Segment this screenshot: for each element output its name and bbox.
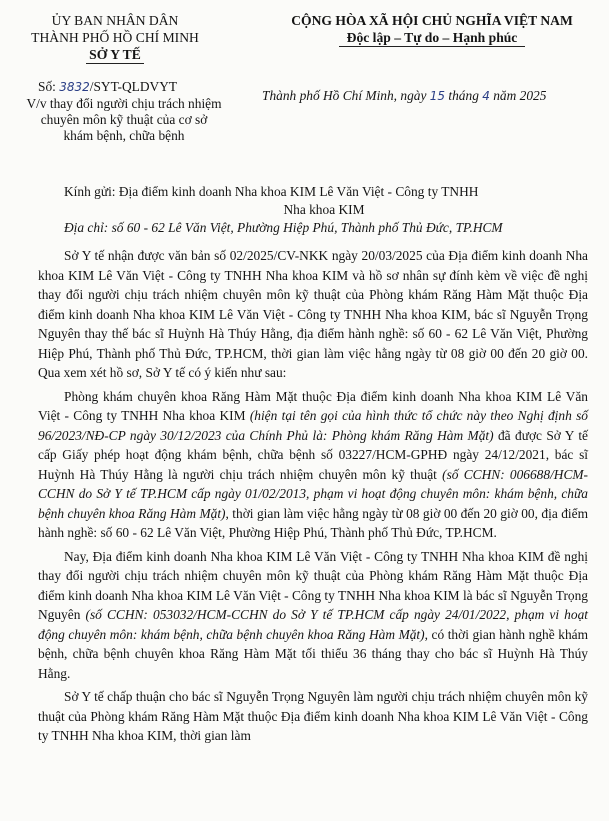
date-part-1: Thành phố Hồ Chí Minh, ngày [262, 88, 430, 103]
document-subject: V/v thay đổi người chịu trách nhiệm chuyên môn kỹ thuật của cơ sở khám bệnh, chữa bệnh [26, 96, 222, 143]
document-number-suffix: /SYT-QLDVYT [89, 79, 178, 94]
handwritten-month: 4 [482, 89, 490, 103]
paragraph-3 [38, 547, 588, 684]
place-and-date [262, 88, 606, 104]
addressee-address: Địa chỉ: số 60 - 62 Lê Văn Việt, Phường Hiệp Phú, Thành phố Thủ Đức, TP.HCM [64, 220, 503, 235]
paragraph-2-part-e: , thời gian làm việc hằng ngày từ 08 giờ 00 đến 20 giờ 00, địa điểm hành nghề: số 60 - 62 Lê Văn Việt, Phường Hiệp Phú, Thành phố Thủ Đức, TP.HCM. [38, 505, 588, 540]
agency-line-1: ỦY BAN NHÂN DÂN [51, 13, 179, 28]
handwritten-day: 15 [429, 89, 446, 103]
agency-line-2: THÀNH PHỐ HỒ CHÍ MINH [31, 30, 199, 45]
date-part-3: năm 2025 [489, 88, 547, 103]
paragraph-2 [38, 387, 588, 543]
national-motto: Độc lập – Tự do – Hạnh phúc [346, 30, 518, 45]
paragraph-2-part-a: Phòng khám chuyên khoa Răng Hàm Mặt thuộc Địa điểm kinh doanh Nha khoa KIM Lê Văn Việt - Công ty TNHH Nha khoa KIM [38, 388, 588, 423]
paragraph-2-part-d: (số CCHN: 006688/HCM-CCHN do Sở Y tế TP.HCM cấp ngày 01/02/2013, phạm vi hoạt động chuyên môn: khám bệnh, chữa bệnh chuyên khoa Răng Hàm Mặt) [38, 466, 588, 521]
document-number [38, 79, 177, 95]
document-body [38, 246, 588, 750]
addressee-block [64, 183, 584, 237]
paragraph-3-part-b: (số CCHN: 053032/HCM-CCHN do Sở Y tế TP.HCM cấp ngày 24/01/2022, phạm vi hoạt động chuyên môn: khám bệnh, chữa bệnh chuyên khoa Răng Hàm Mặt) [38, 607, 588, 642]
national-title: CỘNG HÒA XÃ HỘI CHỦ NGHĨA VIỆT NAM [291, 13, 573, 28]
national-motto-header [258, 12, 606, 47]
agency-line-3: SỞ Y TẾ [89, 47, 141, 62]
date-part-2: tháng [445, 88, 483, 103]
paragraph-3-part-c: , có thời gian hành nghề khám bệnh, chữa bệnh chuyên khoa Răng Hàm Mặt tối thiểu 36 tháng thay cho bác sĩ Huỳnh Hà Thúy Hằng. [38, 626, 589, 681]
document-number-prefix: Số: [38, 79, 60, 94]
paragraph-2-part-c: đã được Sở Y tế cấp Giấy phép hoạt động khám bệnh, chữa bệnh số 03227/HCM-GPHĐ ngày 24/12/2021, bác sĩ Huỳnh Hà Thúy Hằng là người chịu trách nhiệm chuyên môn kỹ thuật [38, 427, 588, 482]
addressee-line-1: Kính gửi: Địa điểm kinh doanh Nha khoa KIM Lê Văn Việt - Công ty TNHH [64, 184, 479, 199]
issuing-agency-header [6, 12, 224, 64]
handwritten-document-number: 3832 [59, 80, 90, 94]
addressee-line-2: Nha khoa KIM [283, 202, 365, 217]
agency-underline [86, 63, 144, 64]
motto-underline [339, 46, 525, 47]
paragraph-4: Sở Y tế chấp thuận cho bác sĩ Nguyễn Trọng Nguyên làm người chịu trách nhiệm chuyên môn kỹ thuật của Phòng khám Răng Hàm Mặt thuộc Địa điểm kinh doanh Nha khoa KIM Lê Văn Việt - Công ty TNHH Nha khoa KIM, thời gian làm [38, 689, 588, 743]
paragraph-1: Sở Y tế nhận được văn bản số 02/2025/CV-NKK ngày 20/03/2025 của Địa điểm kinh doanh Nha khoa KIM Lê Văn Việt - Công ty TNHH Nha khoa KIM và hồ sơ nhân sự đính kèm về việc đề nghị thay đổi người chịu trách nhiệm chuyên môn kỹ thuật của Phòng khám Răng Hàm Mặt thuộc Địa điểm kinh doanh Nha khoa KIM Lê Văn Việt - Công ty TNHH Nha khoa KIM, bác sĩ Nguyễn Trọng Nguyên thay thế bác sĩ Huỳnh Hà Thúy Hằng, địa điểm hành nghề: số 60 - 62 Lê Văn Việt, Phường Hiệp Phú, Thành phố Thủ Đức, TP.HCM, thời gian làm việc hằng ngày từ 08 giờ 00 đến 20 giờ 00. Qua xem xét hồ sơ, Sở Y tế có ý kiến như sau: [38, 248, 588, 380]
paragraph-3-part-a: Nay, Địa điểm kinh doanh Nha khoa KIM Lê Văn Việt - Công ty TNHH Nha khoa KIM đề nghị thay đổi người chịu trách nhiệm chuyên môn kỹ thuật của Phòng khám Răng Hàm Mặt thuộc Địa điểm kinh doanh Nha khoa KIM Lê Văn Việt - Công ty TNHH Nha khoa KIM là bác sĩ Nguyễn Trọng Nguyên [38, 548, 588, 622]
paragraph-2-part-b: (hiện tại tên gọi của hình thức tổ chức này theo Nghị định số 96/2023/NĐ-CP ngày 30/12/2023 của Chính Phủ là: Phòng khám Răng Hàm Mặt) [38, 408, 588, 443]
